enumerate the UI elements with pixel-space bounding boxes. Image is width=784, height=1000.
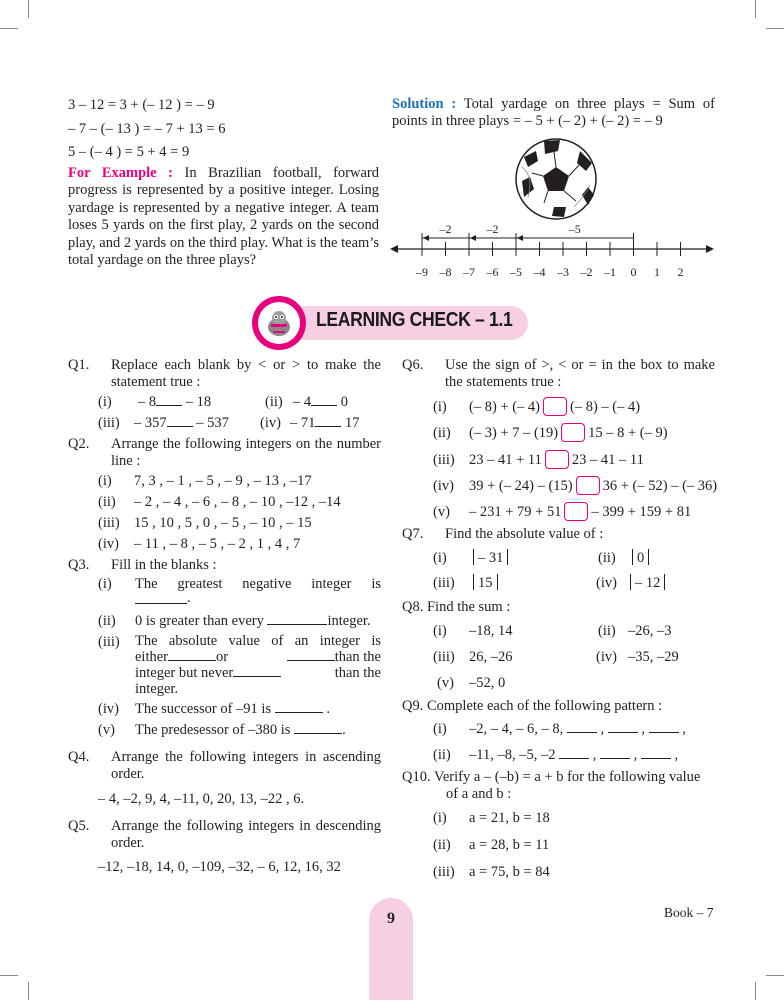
crop-mark xyxy=(766,28,784,29)
answer-blank[interactable] xyxy=(315,426,341,427)
solution-label: Solution : xyxy=(392,96,457,112)
q2-item: (iii) 15 , 10 , 5 , 0 , – 5 , – 10 , – 15 xyxy=(98,515,312,531)
question-number: Q2. xyxy=(68,436,90,452)
jump-label: –2 xyxy=(439,222,452,236)
tick-label: –7 xyxy=(463,265,475,279)
learning-check-title: LEARNING CHECK – 1.1 xyxy=(316,309,513,331)
item-numeral: (iv) xyxy=(260,415,281,431)
question-number: Q7. xyxy=(402,526,424,542)
tick-label: –5 xyxy=(510,265,522,279)
solution-text: Total yardage on three plays = Sum of points in three plays = – 5 + (– 2) + (– 2) = – 9 xyxy=(392,96,715,130)
item-numeral: (ii) xyxy=(265,394,283,410)
q3-item-text: The greatest negative integer is xyxy=(135,576,381,592)
crop-mark xyxy=(755,0,756,18)
answer-blank[interactable] xyxy=(294,733,342,734)
q3-item: (i) xyxy=(98,576,112,592)
example-paragraph xyxy=(68,165,379,269)
tick-label: 1 xyxy=(654,265,660,279)
answer-box[interactable] xyxy=(545,450,569,469)
answer-blank[interactable] xyxy=(287,660,335,661)
question-text: Arrange the following integers in descending order. xyxy=(111,818,381,851)
question-text: Replace each blank by < or > to make the statement true : xyxy=(111,357,381,390)
q5-list: –12, –18, 14, 0, –109, –32, – 6, 12, 16, 32 xyxy=(98,859,341,875)
q7-item: (iii) 15 xyxy=(433,574,502,592)
q8-item: (ii) –26, –3 xyxy=(598,623,672,639)
answer-blank[interactable] xyxy=(600,758,630,759)
intro-line: 3 – 12 = 3 + (– 12 ) = – 9 xyxy=(68,97,215,113)
example-label: For Example : xyxy=(68,165,173,181)
book-label: Book – 7 xyxy=(664,905,714,920)
q7-item: (iv) – 12 xyxy=(596,574,669,592)
q2-item: (i) 7, 3 , – 1 , – 5 , – 9 , – 13 , –17 xyxy=(98,473,312,489)
q10-item: (ii) a = 28, b = 11 xyxy=(433,837,550,853)
question-number: Q6. xyxy=(402,357,424,373)
tick-label: –8 xyxy=(439,265,452,279)
jump-arrowhead xyxy=(423,235,429,241)
crop-mark xyxy=(28,0,29,18)
answer-blank[interactable] xyxy=(311,405,337,406)
q10-item: (iii) a = 75, b = 84 xyxy=(433,864,550,880)
tick-label: –3 xyxy=(557,265,569,279)
q8-item: (iii) 26, –26 xyxy=(433,649,513,665)
item-numeral: (i) xyxy=(98,394,112,410)
answer-blank[interactable] xyxy=(267,624,327,625)
answer-blank[interactable] xyxy=(233,676,281,677)
q1-item: (i) – 8 – 18 xyxy=(98,394,212,410)
tick-label: 2 xyxy=(677,265,684,279)
q6-item: (iii) 23 – 41 + 11 23 – 41 – 11 xyxy=(433,452,644,468)
tick-label: 0 xyxy=(630,265,637,279)
jump-label: –5 xyxy=(568,222,581,236)
answer-blank[interactable] xyxy=(559,758,589,759)
crop-mark xyxy=(28,982,29,1000)
question-number: Q4. xyxy=(68,749,90,765)
answer-blank[interactable] xyxy=(156,405,182,406)
jump-arrowhead xyxy=(517,235,523,241)
q6-item: (iv) 39 + (– 24) – (15) 36 + (– 52) – (– 36) xyxy=(433,478,718,494)
answer-blank[interactable] xyxy=(135,603,187,604)
answer-blank[interactable] xyxy=(649,732,679,733)
answer-blank[interactable] xyxy=(275,712,323,713)
number-line xyxy=(388,220,718,282)
answer-box[interactable] xyxy=(561,423,585,442)
question-number: Q1. xyxy=(68,357,90,373)
solution-paragraph xyxy=(392,96,715,131)
item-numeral: (iii) xyxy=(98,415,120,431)
tick-label: –9 xyxy=(416,265,428,279)
q3-item: (v) The predesessor of –380 is . xyxy=(98,722,346,738)
tick-label: –1 xyxy=(604,265,616,279)
crop-mark xyxy=(766,975,784,976)
question-text: Arrange the following integers on the number line : xyxy=(111,436,381,469)
answer-blank[interactable] xyxy=(641,758,671,759)
question-q9: Q9. Complete each of the following pattern : xyxy=(402,698,663,714)
intro-line: 5 – (– 4 ) = 5 + 4 = 9 xyxy=(68,144,190,160)
q1-item: (iv) – 71 17 xyxy=(260,415,360,431)
q3-item: (ii) 0 is greater than every integer. xyxy=(98,613,371,629)
crop-mark xyxy=(755,982,756,1000)
q6-item: (v) – 231 + 79 + 51 – 399 + 159 + 81 xyxy=(433,504,692,520)
q3-item: (iii) xyxy=(98,634,120,650)
q1-item: (ii) – 4 0 xyxy=(265,394,348,410)
answer-box[interactable] xyxy=(576,476,600,495)
question-text: Arrange the following integers in ascending order. xyxy=(111,749,381,782)
q2-item: (iv) – 11 , – 8 , – 5 , – 2 , 1 , 4 , 7 xyxy=(98,536,301,552)
q6-item: (i) (– 8) + (– 4) (– 8) – (– 4) xyxy=(433,399,641,415)
q3-item: (iv) The successor of –91 is . xyxy=(98,701,330,717)
arrow-left xyxy=(390,245,398,253)
q10-item: (i) a = 21, b = 18 xyxy=(433,810,550,826)
q4-list: – 4, –2, 9, 4, –11, 0, 20, 13, –22 , 6. xyxy=(98,791,305,807)
q1-item: (iii) – 357 – 537 xyxy=(98,415,229,431)
q7-item: (i) – 31 xyxy=(433,549,512,567)
soccer-ball-illustration xyxy=(514,137,598,221)
question-q8: Q8. Find the sum : xyxy=(402,599,511,615)
answer-box[interactable] xyxy=(543,397,567,416)
question-number: Q5. xyxy=(68,818,90,834)
q8-item: (i) –18, 14 xyxy=(433,623,513,639)
answer-blank[interactable] xyxy=(567,732,597,733)
answer-box[interactable] xyxy=(564,502,588,521)
question-text: Fill in the blanks : xyxy=(111,557,217,573)
question-text: Q10. Verify a – (–b) = a + b for the following value of a and b : xyxy=(402,769,701,802)
answer-blank[interactable] xyxy=(168,660,216,661)
page-number: 9 xyxy=(387,910,395,927)
q9-item: (ii) –11, –8, –5, –2 , , , xyxy=(433,747,679,763)
tick-label: –2 xyxy=(580,265,593,279)
q8-item: (iv) –35, –29 xyxy=(596,649,679,665)
q8-item: (v) –52, 0 xyxy=(437,675,506,691)
mascot-icon xyxy=(262,306,296,340)
crop-mark xyxy=(0,28,18,29)
q6-item: (ii) (– 3) + 7 – (19) 15 – 8 + (– 9) xyxy=(433,425,668,441)
q7-item: (ii) 0 xyxy=(598,549,653,567)
question-text: Use the sign of >, < or = in the box to make the statements true : xyxy=(445,357,715,390)
question-text: Find the absolute value of : xyxy=(445,526,604,542)
answer-blank[interactable] xyxy=(608,732,638,733)
answer-blank[interactable] xyxy=(167,426,193,427)
example-text: In Brazilian football, forward progress is represented by a positive integer. Losing yardage is represented by a negative integer. A team loses 5 yards on the first play, 2 yards on the second play, and 2 yards on the third play. What is the team’s total yardage on the three plays? xyxy=(68,165,380,269)
jump-label: –2 xyxy=(486,222,499,236)
tick-label: –6 xyxy=(486,265,499,279)
intro-line: – 7 – (– 13 ) = – 7 + 13 = 6 xyxy=(68,121,226,137)
q9-item: (i) –2, – 4, – 6, – 8, , , , xyxy=(433,721,686,737)
jump-arrowhead xyxy=(470,235,476,241)
q3-item-text: The absolute value of an integer is either or than the integer but never than the integer. xyxy=(135,633,381,697)
crop-mark xyxy=(0,975,18,976)
arrow-right xyxy=(706,245,714,253)
tick-label: –4 xyxy=(533,265,546,279)
q2-item: (ii) – 2 , – 4 , – 6 , – 8 , – 10 , –12 , –14 xyxy=(98,494,341,510)
question-q10 xyxy=(402,769,715,803)
period: . xyxy=(187,590,191,606)
question-number: Q3. xyxy=(68,557,90,573)
